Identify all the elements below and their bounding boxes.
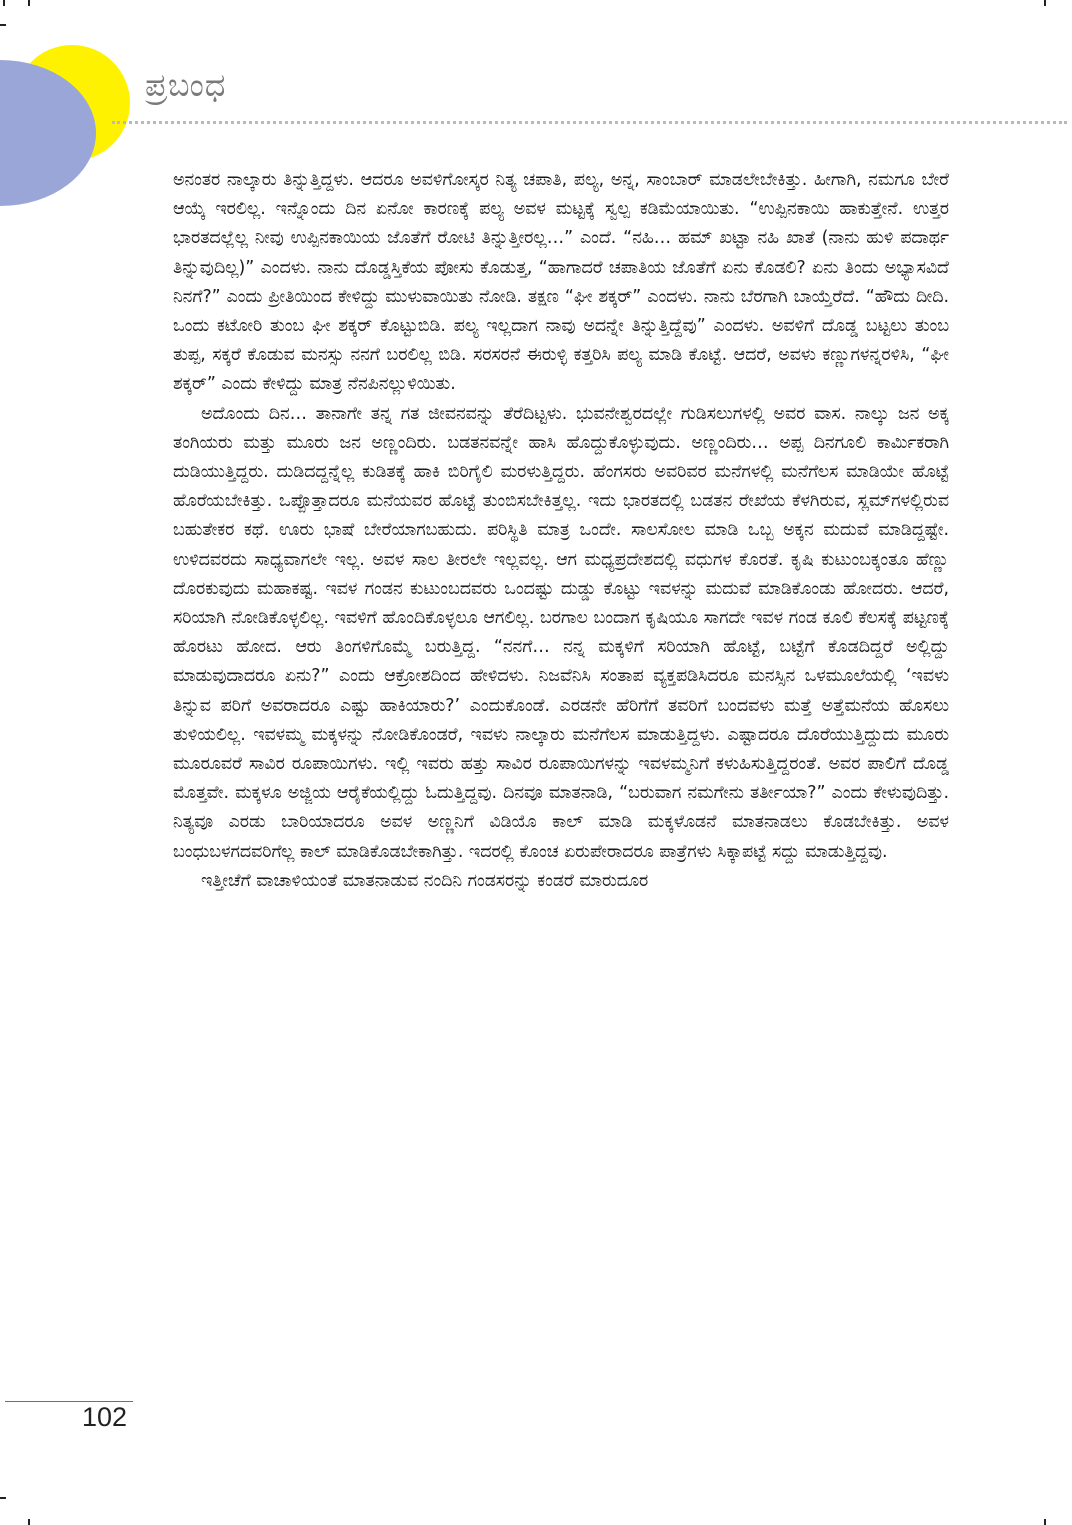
crop-mark-left-lower [0,1497,6,1499]
paragraph-3: ಇತ್ತೀಚೆಗೆ ವಾಚಾಳಿಯಂತೆ ಮಾತನಾಡುವ ನಂದಿನಿ ಗಂಡಸರನ್ನು ಕಂಡರೆ ಮಾರುದೂರ [201,870,649,891]
paragraph-1: ಅನಂತರ ನಾಲ್ಕಾರು ತಿನ್ನುತ್ತಿದ್ದಳು. ಆದರೂ ಅವಳಿಗೋಸ್ಕರ ನಿತ್ಯ ಚಪಾತಿ, ಪಲ್ಯ, ಅನ್ನ, ಸಾಂಬಾರ್ ಮಾಡಲೇಬೇಕಿತ್ತು. ಹೀಗಾಗಿ, ನಮಗೂ ಬೇರೆ ಆಯ್ಕೆ ಇರಲಿಲ್ಲ. ಇನ್ನೊಂದು ದಿನ ಏನೋ ಕಾರಣಕ್ಕೆ ಪಲ್ಯ ಅವಳ ಮಟ್ಟಕ್ಕೆ ಸ್ವಲ್ಪ ಕಡಿಮೆಯಾಯಿತು. “ಉಪ್ಪಿನಕಾಯಿ ಹಾಕುತ್ತೇನೆ. ಉತ್ತರ ಭಾರತದಲ್ಲೆಲ್ಲ ನೀವು ಉಪ್ಪಿನಕಾಯಿಯ ಜೊತೆಗೆ ರೋಟಿ ತಿನ್ನುತ್ತೀರಲ್ಲ…” ಎಂದೆ. “ನಹಿ… ಹಮ್ ಖಟ್ಟಾ ನಹಿ ಖಾತೆ (ನಾನು ಹುಳಿ ಪದಾರ್ಥ ತಿನ್ನುವುದಿಲ್ಲ)” ಎಂದಳು. ನಾನು ದೊಡ್ಡಸ್ತಿಕೆಯ ಪೋಸು ಕೊಡುತ್ತ, “ಹಾಗಾದರೆ ಚಪಾತಿಯ ಜೊತೆಗೆ ಏನು ಕೊಡಲಿ? ಏನು ತಿಂದು ಅಭ್ಯಾಸವಿದೆ ನಿನಗೆ?” ಎಂದು ಪ್ರೀತಿಯಿಂದ ಕೇಳಿದ್ದು ಮುಳುವಾಯಿತು ನೋಡಿ. ತಕ್ಷಣ “ಘೀ ಶಕ್ಕರ್” ಎಂದಳು. ನಾನು ಬೆರಗಾಗಿ ಬಾಯ್ತೆರೆದೆ. “ಹೌದು ದೀದಿ. ಒಂದು ಕಟೋರಿ ತುಂಬ ಘೀ ಶಕ್ಕರ್ ಕೊಟ್ಟುಬಿಡಿ. ಪಲ್ಯ ಇಲ್ಲದಾಗ ನಾವು ಅದನ್ನೇ ತಿನ್ನುತ್ತಿದ್ದೆವು” ಎಂದಳು. ಅವಳಿಗೆ ದೊಡ್ಡ ಬಟ್ಟಲು ತುಂಬ ತುಪ್ಪ, ಸಕ್ಕರೆ ಕೊಡುವ ಮನಸ್ಸು ನನಗೆ ಬರಲಿಲ್ಲ ಬಿಡಿ. ಸರಸರನೆ ಈರುಳ್ಳಿ ಕತ್ತರಿಸಿ ಪಲ್ಯ ಮಾಡಿ ಕೊಟ್ಟೆ. ಆದರೆ, ಅವಳು ಕಣ್ಣುಗಳನ್ನರಳಿಸಿ, “ಘೀ ಶಕ್ಕರ್” ಎಂದು ಕೇಳಿದ್ದು ಮಾತ್ರ ನೆನಪಿನಲ್ಲುಳಿಯಿತು. [173,170,949,395]
article-body [173,166,949,896]
page-number: 102 [82,1402,128,1432]
decorative-circles [0,0,200,220]
crop-mark-bottom-mid [28,1519,30,1525]
section-title: ಪ್ರಬಂಧ [145,66,227,104]
header-dotted-rule [112,121,1067,124]
crop-mark-bottom-right [1044,1519,1046,1525]
paragraph-2: ಅದೊಂದು ದಿನ… ತಾನಾಗೇ ತನ್ನ ಗತ ಜೀವನವನ್ನು ತೆರೆದಿಟ್ಟಳು. ಭುವನೇಶ್ವರದಲ್ಲೇ ಗುಡಿಸಲುಗಳಲ್ಲಿ ಅವರ ವಾಸ. ನಾಲ್ಕು ಜನ ಅಕ್ಕ ತಂಗಿಯರು ಮತ್ತು ಮೂರು ಜನ ಅಣ್ಣಂದಿರು. ಬಡತನವನ್ನೇ ಹಾಸಿ ಹೊದ್ದುಕೊಳ್ಳುವುದು. ಅಣ್ಣಂದಿರು… ಅಪ್ಪ ದಿನಗೂಲಿ ಕಾರ್ಮಿಕರಾಗಿ ದುಡಿಯುತ್ತಿದ್ದರು. ದುಡಿದದ್ದನ್ನೆಲ್ಲ ಕುಡಿತಕ್ಕೆ ಹಾಕಿ ಬಿರಿಗೈಲಿ ಮರಳುತ್ತಿದ್ದರು. ಹೆಂಗಸರು ಅವರಿವರ ಮನೆಗಳಲ್ಲಿ ಮನೆಗೆಲಸ ಮಾಡಿಯೇ ಹೊಟ್ಟೆ ಹೊರೆಯಬೇಕಿತ್ತು. ಒಪ್ಪೊತ್ತಾದರೂ ಮನೆಯವರ ಹೊಟ್ಟೆ ತುಂಬಿಸಬೇಕಿತ್ತಲ್ಲ. ಇದು ಭಾರತದಲ್ಲಿ ಬಡತನ ರೇಖೆಯ ಕೆಳಗಿರುವ, ಸ್ಲಮ್‌ಗಳಲ್ಲಿರುವ ಬಹುತೇಕರ ಕಥೆ. ಊರು ಭಾಷೆ ಬೇರೆಯಾಗಬಹುದು. ಪರಿಸ್ಥಿತಿ ಮಾತ್ರ ಒಂದೇ. ಸಾಲಸೋಲ ಮಾಡಿ ಒಬ್ಬ ಅಕ್ಕನ ಮದುವೆ ಮಾಡಿದ್ದಷ್ಟೇ. ಉಳಿದವರದು ಸಾಧ್ಯವಾಗಲೇ ಇಲ್ಲ. ಅವಳ ಸಾಲ ತೀರಲೇ ಇಲ್ಲವಲ್ಲ. ಆಗ ಮಧ್ಯಪ್ರದೇಶದಲ್ಲಿ ವಧುಗಳ ಕೊರತೆ. ಕೃಷಿ ಕುಟುಂಬಕ್ಕಂತೂ ಹೆಣ್ಣು ದೊರಕುವುದು ಮಹಾಕಷ್ಟ. ಇವಳ ಗಂಡನ ಕುಟುಂಬದವರು ಒಂದಷ್ಟು ದುಡ್ಡು ಕೊಟ್ಟು ಇವಳನ್ನು ಮದುವೆ ಮಾಡಿಕೊಂಡು ಹೋದರು. ಆದರೆ, ಸರಿಯಾಗಿ ನೋಡಿಕೊಳ್ಳಲಿಲ್ಲ. ಇವಳಿಗೆ ಹೊಂದಿಕೊಳ್ಳಲೂ ಆಗಲಿಲ್ಲ. ಬರಗಾಲ ಬಂದಾಗ ಕೃಷಿಯೂ ಸಾಗದೇ ಇವಳ ಗಂಡ ಕೂಲಿ ಕೆಲಸಕ್ಕೆ ಪಟ್ಟಣಕ್ಕೆ ಹೊರಟು ಹೋದ. ಆರು ತಿಂಗಳಿಗೊಮ್ಮೆ ಬರುತ್ತಿದ್ದ. “ನನಗೆ… ನನ್ನ ಮಕ್ಕಳಿಗೆ ಸರಿಯಾಗಿ ಹೊಟ್ಟೆ, ಬಟ್ಟೆಗೆ ಕೊಡದಿದ್ದರೆ ಅಲ್ಲಿದ್ದು ಮಾಡುವುದಾದರೂ ಏನು?” ಎಂದು ಆಕ್ರೋಶದಿಂದ ಹೇಳಿದಳು. ನಿಜವೆನಿಸಿ ಸಂತಾಪ ವ್ಯಕ್ತಪಡಿಸಿದರೂ ಮನಸ್ಸಿನ ಒಳಮೂಲೆಯಲ್ಲಿ ‘ಇವಳು ತಿನ್ನುವ ಪರಿಗೆ ಅವರಾದರೂ ಎಷ್ಟು ಹಾಕಿಯಾರು?’ ಎಂದುಕೊಂಡೆ. ಎರಡನೇ ಹೆರಿಗೆಗೆ ತವರಿಗೆ ಬಂದವಳು ಮತ್ತೆ ಅತ್ತೆಮನೆಯ ಹೊಸಲು ತುಳಿಯಲಿಲ್ಲ. ಇವಳಮ್ಮ ಮಕ್ಕಳನ್ನು ನೋಡಿಕೊಂಡರೆ, ಇವಳು ನಾಲ್ಕಾರು ಮನೆಗೆಲಸ ಮಾಡುತ್ತಿದ್ದಳು. ಎಷ್ಟಾದರೂ ದೊರೆಯುತ್ತಿದ್ದುದು ಮೂರು ಮೂರೂವರೆ ಸಾವಿರ ರೂಪಾಯಿಗಳು. ಇಲ್ಲಿ ಇವರು ಹತ್ತು ಸಾವಿರ ರೂಪಾಯಿಗಳನ್ನು ಇವಳಮ್ಮನಿಗೆ ಕಳುಹಿಸುತ್ತಿದ್ದರಂತೆ. ಅವರ ಪಾಲಿಗೆ ದೊಡ್ಡ ಮೊತ್ತವೇ. ಮಕ್ಕಳೂ ಅಜ್ಜಿಯ ಆರೈಕೆಯಲ್ಲಿದ್ದು ಓದುತ್ತಿದ್ದವು. ದಿನವೂ ಮಾತನಾಡಿ, “ಬರುವಾಗ ನಮಗೇನು ತರ್ತೀಯಾ?” ಎಂದು ಕೇಳುವುದಿತ್ತು. ನಿತ್ಯವೂ ಎರಡು ಬಾರಿಯಾದರೂ ಅವಳ ಅಣ್ಣನಿಗೆ ವಿಡಿಯೊ ಕಾಲ್ ಮಾಡಿ ಮಕ್ಕಳೊಡನೆ ಮಾತನಾಡಲು ಕೊಡಬೇಕಿತ್ತು. ಅವಳ ಬಂಧುಬಳಗದವರಿಗೆಲ್ಲ ಕಾಲ್ ಮಾಡಿಕೊಡಬೇಕಾಗಿತ್ತು. ಇದರಲ್ಲಿ ಕೊಂಚ ಏರುಪೇರಾದರೂ ಪಾತ್ರೆಗಳು ಸಿಕ್ಕಾಪಟ್ಟೆ ಸದ್ದು ಮಾಡುತ್ತಿದ್ದವು. [173,403,949,862]
crop-mark-top-right [1044,0,1046,6]
